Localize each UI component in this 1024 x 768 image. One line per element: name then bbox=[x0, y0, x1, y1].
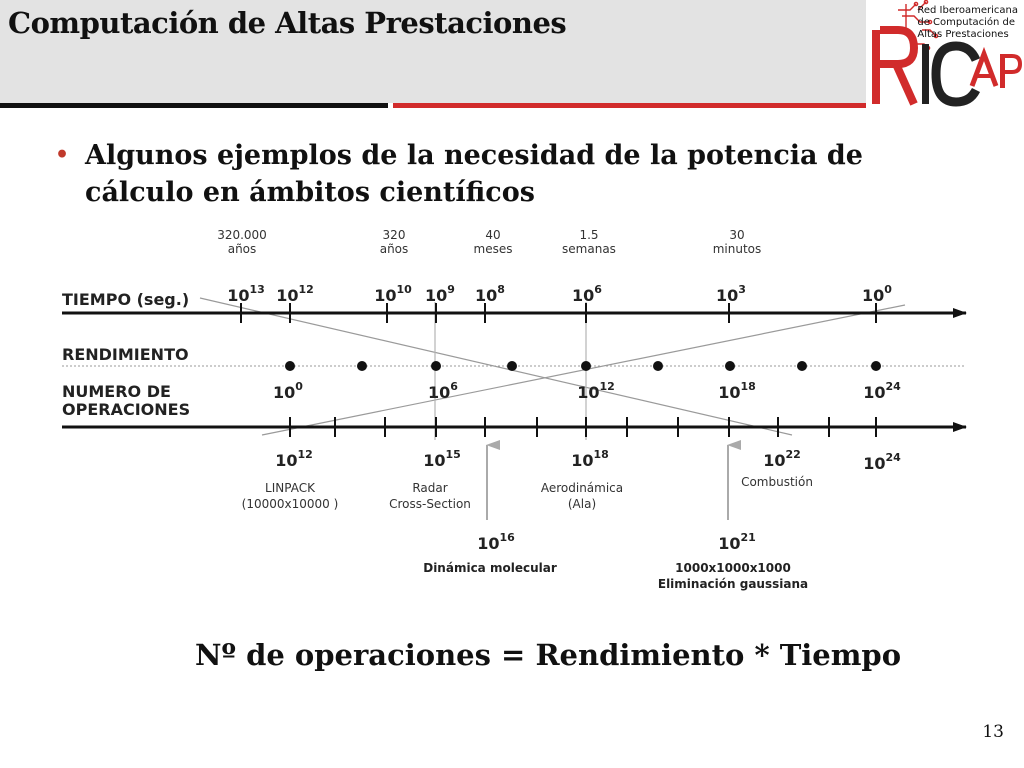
axis-labels bbox=[62, 290, 190, 419]
caption-radar-2: Cross-Section bbox=[389, 497, 471, 511]
arrow-exponent-labels bbox=[477, 531, 756, 553]
tiempo-tick-e10: $10^{10}$ bbox=[374, 283, 412, 305]
logo-letter-r bbox=[872, 30, 914, 104]
time-label-40-meses-line2: meses bbox=[473, 242, 513, 256]
gauss-exponent: $10^{21}$ bbox=[718, 531, 756, 553]
time-label-320-anios-line2: años bbox=[379, 242, 409, 256]
time-label-semanas-line2: semanas bbox=[562, 242, 616, 256]
tiempo-tick-labels bbox=[227, 283, 892, 305]
caption-aero-1: Aerodinámica bbox=[540, 481, 624, 495]
axis-label-operaciones-1: NUMERO DE bbox=[62, 382, 171, 401]
caption-gauss-1: 1000x1000x1000 bbox=[675, 561, 791, 575]
tiempo-tick-e9: $10^9$ bbox=[425, 283, 455, 305]
operaciones-tick-e12: $10^{12}$ bbox=[275, 448, 313, 470]
time-label-320-anios-line1: 320 bbox=[382, 228, 406, 242]
time-label-320000-anios-line1: 320.000 bbox=[217, 228, 267, 242]
performance-diagram bbox=[0, 215, 1024, 595]
tiempo-tick-e13: $10^{13}$ bbox=[227, 283, 265, 305]
time-label-40-meses-line1: 40 bbox=[485, 228, 501, 242]
logo-letter-c bbox=[936, 46, 976, 102]
tiempo-tick-e8: $10^8$ bbox=[475, 283, 505, 305]
time-label-minutos-line1: 30 bbox=[729, 228, 745, 242]
operaciones-tick-e18: $10^{18}$ bbox=[571, 448, 609, 470]
logo-letters-ap bbox=[972, 54, 1020, 88]
rendimiento-tick-e24: $10^{24}$ bbox=[863, 380, 901, 402]
tiempo-tick-e12: $10^{12}$ bbox=[276, 283, 314, 305]
rendimiento-tick-labels bbox=[273, 380, 901, 402]
operaciones-tick-labels bbox=[275, 448, 901, 473]
arrow-captions bbox=[423, 561, 808, 591]
axis-label-tiempo: TIEMPO (seg.) bbox=[62, 290, 190, 309]
header-rule-dark bbox=[0, 103, 388, 108]
vertical-connectors bbox=[435, 302, 586, 440]
header-rule-red bbox=[393, 103, 866, 108]
axis-label-rendimiento: RENDIMIENTO bbox=[62, 345, 189, 364]
caption-aero-2: (Ala) bbox=[567, 497, 597, 511]
bullet-dot-icon: • bbox=[55, 142, 70, 168]
rendimiento-tick-e0: $10^0$ bbox=[273, 380, 303, 402]
tiempo-tick-e0: $10^0$ bbox=[862, 283, 892, 305]
time-label-minutos-line2: minutos bbox=[712, 242, 762, 256]
time-label-320000-anios-line2: años bbox=[227, 242, 257, 256]
caption-radar-1: Radar bbox=[412, 481, 448, 495]
bullet-text: Algunos ejemplos de la necesidad de la potencia de cálculo en ámbitos científicos bbox=[85, 140, 863, 208]
operaciones-tick-e24: $10^{24}$ bbox=[863, 451, 901, 473]
operaciones-tick-e22: $10^{22}$ bbox=[763, 448, 801, 470]
caption-gauss-2: Eliminación gaussiana bbox=[657, 577, 809, 591]
slide-number: 13 bbox=[982, 722, 1004, 742]
caption-combustion: Combustión bbox=[741, 475, 813, 489]
slide-title: Computación de Altas Prestaciones bbox=[8, 6, 567, 40]
tiempo-tick-e3: $10^3$ bbox=[716, 283, 746, 305]
logo-letter-i bbox=[922, 44, 929, 104]
time-label-semanas-line1: 1.5 bbox=[579, 228, 599, 242]
dinamica-exponent: $10^{16}$ bbox=[477, 531, 515, 553]
rendimiento-tick-e18: $10^{18}$ bbox=[718, 380, 756, 402]
caption-dinamica: Dinámica molecular bbox=[423, 561, 557, 575]
time-labels bbox=[217, 228, 761, 256]
rendimiento-tick-e6: $10^6$ bbox=[428, 380, 458, 402]
formula: Nº de operaciones = Rendimiento * Tiempo bbox=[195, 638, 902, 672]
axis-label-operaciones-2: OPERACIONES bbox=[62, 400, 191, 419]
logo-line-1: Red Iberoamericana bbox=[917, 5, 1018, 16]
logo-line-3: Altas Prestaciones bbox=[917, 29, 1009, 40]
rendimiento-tick-e12: $10^{12}$ bbox=[577, 380, 615, 402]
logo-text bbox=[917, 5, 1018, 41]
caption-linpack-1: LINPACK bbox=[265, 481, 315, 495]
operaciones-tick-e15: $10^{15}$ bbox=[423, 448, 461, 470]
ricap-logo bbox=[868, 0, 1024, 112]
logo-line-2: de Computación de bbox=[917, 17, 1016, 28]
caption-linpack-2: (10000x10000 ) bbox=[241, 497, 339, 511]
tiempo-tick-e6: $10^6$ bbox=[572, 283, 602, 305]
